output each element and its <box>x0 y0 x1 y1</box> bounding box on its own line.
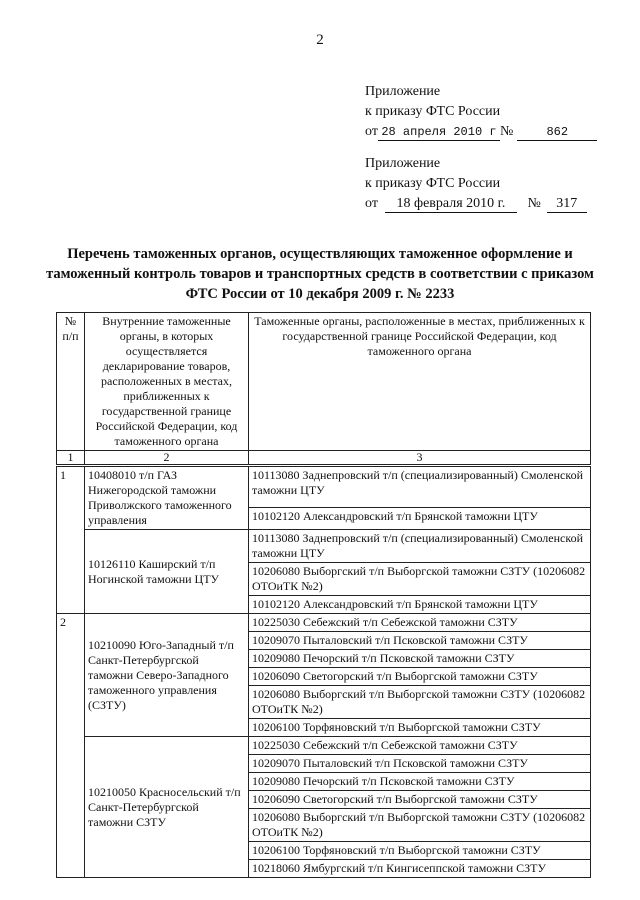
border-office-cell: 10209070 Пыталовский т/п Псковской таможни СЗТУ <box>249 755 591 773</box>
column-number-1: 1 <box>57 451 85 466</box>
border-office-cell: 10209080 Печорский т/п Псковской таможни СЗТУ <box>249 650 591 668</box>
appendix-original-date: 18 февраля 2010 г. <box>385 196 517 213</box>
page-number: 2 <box>316 32 324 48</box>
table-row <box>57 530 591 563</box>
border-office-cell: 10206090 Светогорский т/п Выборгской таможни СЗТУ <box>249 668 591 686</box>
border-office-cell: 10206100 Торфяновский т/п Выборгской таможни СЗТУ <box>249 719 591 737</box>
appendix-original-prefix: от <box>365 196 378 211</box>
appendix-current <box>365 82 597 142</box>
document-title: Перечень таможенных органов, осуществляющих таможенное оформление и таможенный контроль товаров и транспортных средств в соответствии с приказом ФТС России от 10 декабря 2009 г. № 2233 <box>46 246 594 302</box>
table-row <box>57 466 591 508</box>
border-office-cell: 10102120 Александровский т/п Брянской таможни ЦТУ <box>249 507 591 529</box>
border-office-cell: 10102120 Александровский т/п Брянской таможни ЦТУ <box>249 596 591 614</box>
appendix-current-line2: к приказу ФТС России <box>365 104 501 119</box>
border-office-cell: 10206080 Выборгский т/п Выборгской таможни СЗТУ (10206082 ОТОиТК №2) <box>249 563 591 596</box>
appendix-original-no-sign: № <box>527 196 541 211</box>
table-row <box>57 737 591 755</box>
table-header-row <box>57 313 591 451</box>
border-office-cell: 10218060 Ямбургский т/п Кингисеппской таможни СЗТУ <box>249 860 591 878</box>
appendix-current-number: 862 <box>517 124 597 141</box>
appendix-original-line2: к приказу ФТС России <box>365 176 501 191</box>
border-office-cell: 10206100 Торфяновский т/п Выборгской таможни СЗТУ <box>249 842 591 860</box>
customs-table <box>56 312 591 878</box>
table-column-numbers-row <box>57 451 591 466</box>
column-number-2: 2 <box>85 451 249 466</box>
appendix-original <box>365 154 587 214</box>
internal-office-cell: 10408010 т/п ГАЗ Нижегородской таможни Приволжского таможенного управления <box>85 466 249 530</box>
appendix-current-date-line <box>365 122 597 142</box>
border-office-cell: 10113080 Заднепровский т/п (специализированный) Смоленской таможни ЦТУ <box>249 466 591 508</box>
border-office-cell: 10113080 Заднепровский т/п (специализированный) Смоленской таможни ЦТУ <box>249 530 591 563</box>
border-office-cell: 10225030 Себежский т/п Себежской таможни СЗТУ <box>249 737 591 755</box>
header-internal: Внутренние таможенные органы, в которых осуществляется декларирование товаров, расположенных в местах, приближенных к государственной границе Российской Федерации, код таможенного органа <box>85 313 249 451</box>
border-office-cell: 10209080 Печорский т/п Псковской таможни СЗТУ <box>249 773 591 791</box>
group-number-cell: 1 <box>57 466 85 614</box>
appendix-original-date-line <box>365 194 587 214</box>
internal-office-cell: 10210090 Юго-Западный т/п Санкт-Петербургской таможни Северо-Западного таможенного управления (СЗТУ) <box>85 614 249 737</box>
appendix-original-number: 317 <box>547 196 587 213</box>
internal-office-cell: 10210050 Красносельский т/п Санкт-Петербургской таможни СЗТУ <box>85 737 249 878</box>
appendix-current-no-sign: № <box>499 124 514 139</box>
internal-office-cell: 10126110 Каширский т/п Ногинской таможни ЦТУ <box>85 530 249 614</box>
border-office-cell: 10209070 Пыталовский т/п Псковской таможни СЗТУ <box>249 632 591 650</box>
header-border: Таможенные органы, расположенные в местах, приближенных к государственной границе Российской Федерации, код таможенного органа <box>249 313 591 451</box>
border-office-cell: 10206090 Светогорский т/п Выборгской таможни СЗТУ <box>249 791 591 809</box>
header-number: № п/п <box>57 313 85 451</box>
appendix-original-line1: Приложение <box>365 156 441 171</box>
column-number-3: 3 <box>249 451 591 466</box>
border-office-cell: 10206080 Выборгский т/п Выборгской таможни СЗТУ (10206082 ОТОиТК №2) <box>249 809 591 842</box>
appendix-current-prefix: от <box>365 124 378 139</box>
border-office-cell: 10206080 Выборгский т/п Выборгской таможни СЗТУ (10206082 ОТОиТК №2) <box>249 686 591 719</box>
border-office-cell: 10225030 Себежский т/п Себежской таможни СЗТУ <box>249 614 591 632</box>
group-number-cell: 2 <box>57 614 85 878</box>
appendix-current-line1: Приложение <box>365 84 441 99</box>
appendix-current-date: 28 апреля 2010 г <box>378 124 500 141</box>
table-row <box>57 614 591 632</box>
